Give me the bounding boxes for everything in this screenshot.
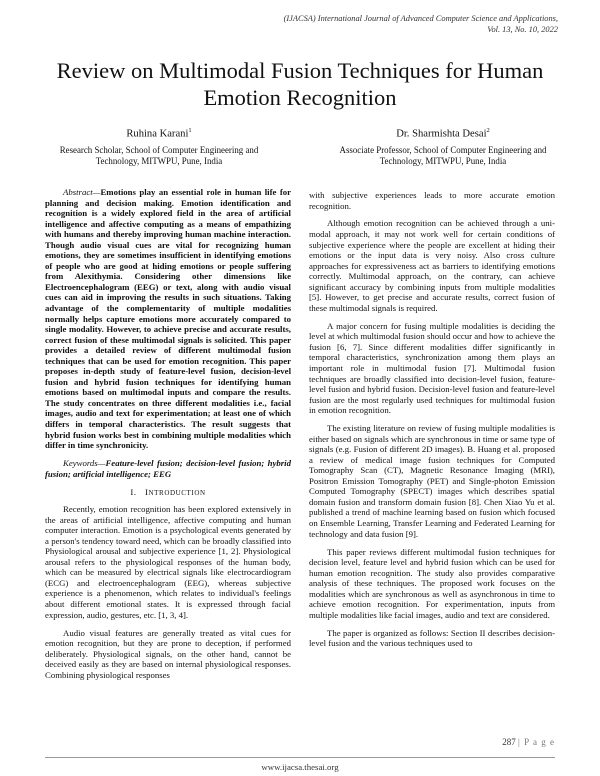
keywords-text: Feature-level fusion; decision-level fusion; hybrid fusion; artificial intelligence; EEG [45,458,291,479]
footer-url[interactable]: www.ijacsa.thesai.org [261,762,339,772]
right-column [309,190,555,656]
author-block-2 [318,124,568,167]
body-paragraph: Although emotion recognition can be achieved through a uni-modal approach, it may not work well for certain conditions of subjective experience where the people are excellent at hiding their emotions or the input data is very noisy. Also cross culture approaches for expressiveness act as barriers to identifying emotions correctly. Multimodal approach, on the contrary, can achieve significant accuracy by combining inputs from multiple modalities [5]. However, to get precise and accurate results, correct fusion of these multimodal signals is required. [309,218,555,313]
author-affiliation: Associate Professor, School of Computer Engineering and Technology, MITWPU, Pune, India [339,144,547,166]
body-paragraph: Audio visual features are generally treated as vital cues for emotion recognition, but they are prone to deception, if performed deliberately. Physiological signals, on the other hand, cannot be deceived easily as they are based on internal physiological responses. Combining physiological responses [45,627,291,680]
paper-title: Review on Multimodal Fusion Techniques for Human Emotion Recognition [56,58,544,110]
journal-name: (IJACSA) International Journal of Advanced Computer Science and Applications, [283,14,558,23]
author-name: Dr. Sharmishta Desai$^2$ [396,127,490,140]
author-name: Ruhina Karani$^1$ [126,127,192,140]
body-paragraph: Recently, emotion recognition has been explored extensively in the areas of artificial intelligence, affective computing and human computer interaction. Emotion is a psychological events generated by a person's tendency toward need, which can be broadly classified into Physiological arousal and subjective experience [1, 2]. Physiological arousal refers to the physiological responses of the human body, which can be measured by electrical signals like electrocardiogram (ECG) and electroencephalogram (EEG), whereas subjective experience is a phenomenon, which relates to individual's feelings about different emotional states. It is expressed through facial expression, audio, gestures, etc. [1, 3, 4]. [45,504,291,620]
page-label: | P a g e [518,737,555,747]
left-column [45,187,291,688]
footer-divider [45,757,555,758]
abstract-label: Abstract— [63,187,101,197]
abstract [45,187,291,451]
journal-volume: Vol. 13, No. 10, 2022 [487,24,558,34]
body-paragraph: The paper is organized as follows: Section II describes decision-level fusion and the various techniques used to [309,627,555,649]
keywords [45,458,291,479]
body-paragraph: A major concern for fusing multiple modalities is deciding the level at which multimodal fusion should occur and how to achieve the fusion [6, 7]. Since different modalities differ significantly in temporal characteristics, synchronization among them plays an important role in multimodal fusion [7]. Multimodal fusion techniques are broadly classified into decision-level fusion, feature-level fusion and hybrid fusion. Decision-level fusion and feature-level fusion are the most regularly used techniques for multimodal fusion in emotion recognition. [309,320,555,416]
author-block-1 [34,124,284,167]
body-paragraph: with subjective experiences leads to more accurate emotion recognition. [309,190,555,211]
abstract-text: Emotions play an essential role in human life for planning and decision making. Emotion identification and recognition is a widely explored field in the area of artificial intelligence and affective computing as a means of empathizing with humans and thereby improving human machine interaction. Though audio visual cues are vital for recognizing human emotions, they are sometimes insufficient in identifying emotions of people who are good at hiding emotions or people suffering from Alexithymia. Considering other dimensions like Electroencephalogram (EEG) or text, along with audio visual cues can aid in improving the results in such situations. Taking advantage of the complementarity of multiple modalities normally helps capture emotions more accurately compared to single modality. However, to achieve precise and accurate results, correct fusion of these multimodal signals is solicited. This paper provides a detailed review of different multimodal fusion techniques that can be used for emotion recognition. This paper proposes in-depth study of feature-level fusion, decision-level fusion and hybrid fusion techniques for identifying human emotions based on multimodal inputs and compare the results. The study concentrates on three different modalities i.e., facial images, audio and text for experimentation; at least one of which differs in temporal characteristics. The result suggests that hybrid fusion works best in combining multiple modalities which differ in time synchronicity. [45,187,291,451]
keywords-label: Keywords— [63,458,106,469]
journal-header [228,14,558,35]
page-number: 287 | P a g e [502,737,555,747]
section-heading-introduction: I. INTRODUCTION [130,486,206,497]
body-paragraph: This paper reviews different multimodal fusion techniques for decision level, feature level and hybrid fusion which can be used for human emotion recognition. The study also provides comparative analysis of these techniques. The proposed work focuses on the modalities which are synchronous as well as asynchronous in time to achieve emotion recognition. For experimentation, inputs from multiple modalities like facial images, audio and text are considered. [309,546,555,620]
author-affiliation: Research Scholar, School of Computer Engineering and Technology, MITWPU, Pune, India [59,144,259,166]
body-paragraph: The existing literature on review of fusing multiple modalities is either based on signals which are synchronous in time or same type of signals (e.g. Fusion of different 2D images). B. Huang et al. proposed a review of medical image fusion techniques for Computed Tomography Scan (CT), Magnetic Resonance Imaging (MRI), Positron Emission Tomography (PET) and Single-photon Emission Computed Tomography (SPECT) images which describes spatial domain fusion and transform domain fusion [8]. Chen Xiao Yu et al. published a trend of machine learning based on fusion which focused on Ensemble Learning, Transfer Learning and Federated Learning for technology and data fusion [9]. [309,423,555,539]
